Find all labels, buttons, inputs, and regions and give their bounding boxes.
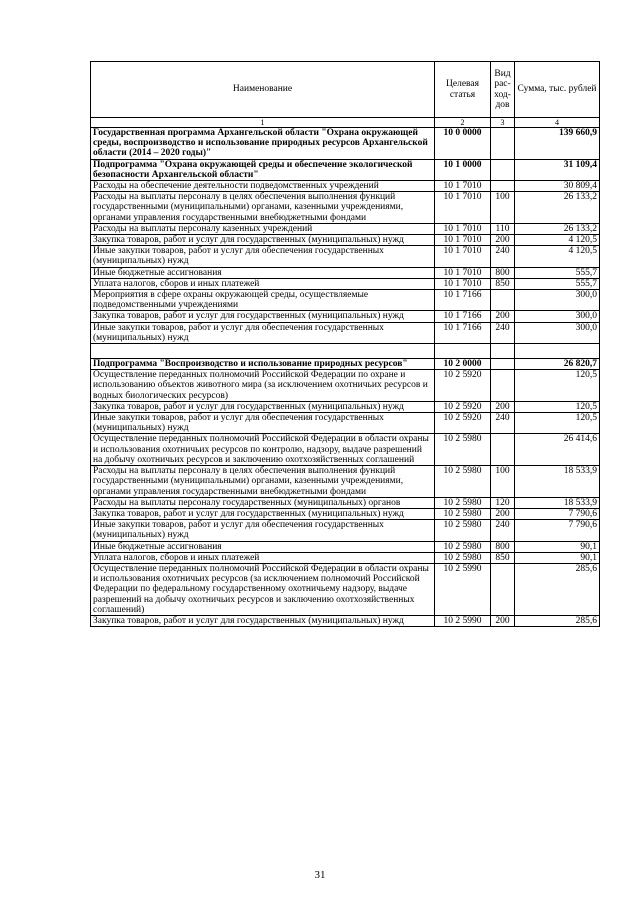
name-cell: Осуществление переданных полномочий Российской Федерации в области охраны и использования охотничьих ресурсов по контролю, надзору, выдаче разрешений на добычу охотничьих ресурсов и заключению охотхозяйственных соглашений: [91, 434, 435, 466]
name-cell: Закупка товаров, работ и услуг для государственных (муниципальных) нужд: [91, 235, 435, 246]
target-article-cell: 10 2 5980: [435, 541, 491, 552]
target-article-cell: 10 1 7010: [435, 181, 491, 192]
sum-cell: 300,0: [515, 311, 600, 322]
table-spacer-row: [91, 344, 600, 359]
target-article-cell: 10 2 5920: [435, 401, 491, 412]
empty-cell: [515, 344, 600, 359]
sum-cell: 120,5: [515, 370, 600, 402]
table-row: [91, 615, 600, 626]
expense-type-cell: 200: [491, 401, 515, 412]
target-article-cell: 10 1 7010: [435, 267, 491, 278]
expense-type-cell: 800: [491, 267, 515, 278]
name-cell: Закупка товаров, работ и услуг для государственных (муниципальных) нужд: [91, 508, 435, 519]
target-article-cell: 10 1 7010: [435, 192, 491, 224]
name-cell: Подпрограмма "Охрана окружающей среды и обеспечение экологической безопасности Архангельской области": [91, 159, 435, 180]
expense-type-cell: [491, 128, 515, 160]
target-article-cell: 10 2 5920: [435, 370, 491, 402]
sum-cell: 120,5: [515, 413, 600, 434]
expense-type-cell: 240: [491, 413, 515, 434]
empty-cell: [491, 344, 515, 359]
target-article-cell: 10 1 0000: [435, 159, 491, 180]
name-cell: Расходы на выплаты персоналу в целях обеспечения выполнения функций государственными (муниципальными) органами, казенными учреждениями, органами управления государственными внебюджетными фондами: [91, 466, 435, 498]
sum-cell: 7 790,6: [515, 508, 600, 519]
table-row: [91, 401, 600, 412]
expense-type-cell: [491, 181, 515, 192]
sum-cell: 120,5: [515, 401, 600, 412]
table-row: [91, 290, 600, 311]
target-article-cell: 10 2 5990: [435, 563, 491, 615]
target-article-cell: 10 2 5980: [435, 466, 491, 498]
name-cell: Государственная программа Архангельской области "Охрана окружающей среды, воспроизводство и использование природных ресурсов Архангельской области (2014 – 2020 годы)": [91, 128, 435, 160]
sum-cell: 26 820,7: [515, 359, 600, 370]
table-row: [91, 434, 600, 466]
name-cell: Иные бюджетные ассигнования: [91, 267, 435, 278]
target-article-cell: 10 1 7010: [435, 246, 491, 267]
empty-cell: [435, 344, 491, 359]
target-article-cell: 10 2 5920: [435, 413, 491, 434]
name-cell: Закупка товаров, работ и услуг для государственных (муниципальных) нужд: [91, 401, 435, 412]
name-cell: Уплата налогов, сборов и иных платежей: [91, 552, 435, 563]
table-row: [91, 552, 600, 563]
sum-cell: 300,0: [515, 322, 600, 343]
sum-cell: 90,1: [515, 552, 600, 563]
sum-cell: 26 414,6: [515, 434, 600, 466]
table-row: [91, 181, 600, 192]
sum-cell: 26 133,2: [515, 223, 600, 234]
target-article-cell: 10 1 7166: [435, 322, 491, 343]
expense-type-cell: 110: [491, 223, 515, 234]
table-row: [91, 563, 600, 615]
name-cell: Расходы на выплаты персоналу государственных (муниципальных) органов: [91, 497, 435, 508]
target-article-cell: 10 1 7010: [435, 223, 491, 234]
sum-cell: 26 133,2: [515, 192, 600, 224]
name-cell: Мероприятия в сфере охраны окружающей среды, осуществляемые подведомственными учреждениями: [91, 290, 435, 311]
table-row: [91, 520, 600, 541]
name-cell: Подпрограмма "Воспроизводство и использование природных ресурсов": [91, 359, 435, 370]
name-cell: Осуществление переданных полномочий Российской Федерации по охране и использованию объектов животного мира (за исключением охотничьих ресурсов и водных биологических ресурсов): [91, 370, 435, 402]
expense-type-cell: 800: [491, 541, 515, 552]
expense-type-cell: [491, 563, 515, 615]
name-cell: Уплата налогов, сборов и иных платежей: [91, 278, 435, 289]
table-row: [91, 322, 600, 343]
page-number: 31: [314, 869, 326, 881]
sum-cell: 90,1: [515, 541, 600, 552]
table-row: [91, 128, 600, 160]
target-article-cell: 10 2 5980: [435, 508, 491, 519]
table-row: [91, 223, 600, 234]
name-cell: Иные закупки товаров, работ и услуг для обеспечения государственных (муниципальных) нужд: [91, 246, 435, 267]
table-row: [91, 541, 600, 552]
column-number: 1: [91, 118, 435, 128]
table-row: [91, 278, 600, 289]
column-number: 3: [491, 118, 515, 128]
expense-type-cell: 200: [491, 235, 515, 246]
name-cell: Иные бюджетные ассигнования: [91, 541, 435, 552]
expense-type-cell: 200: [491, 508, 515, 519]
table-body: [91, 128, 600, 627]
sum-cell: 31 109,4: [515, 159, 600, 180]
table-header-row: [91, 62, 600, 118]
expense-type-cell: 240: [491, 322, 515, 343]
sum-cell: 18 533,9: [515, 497, 600, 508]
table-row: [91, 359, 600, 370]
name-cell: Иные закупки товаров, работ и услуг для обеспечения государственных (муниципальных) нужд: [91, 322, 435, 343]
target-article-cell: 10 2 5980: [435, 552, 491, 563]
sum-cell: 7 790,6: [515, 520, 600, 541]
target-article-cell: 10 2 5980: [435, 434, 491, 466]
expense-type-cell: 120: [491, 497, 515, 508]
name-cell: Расходы на выплаты персоналу в целях обеспечения выполнения функций государственными (муниципальными) органами, казенными учреждениями, органами управления государственными внебюджетными фондами: [91, 192, 435, 224]
expense-type-cell: 850: [491, 278, 515, 289]
sum-cell: 555,7: [515, 278, 600, 289]
table-row: [91, 508, 600, 519]
target-article-cell: 10 1 7010: [435, 235, 491, 246]
name-cell: Расходы на обеспечение деятельности подведомственных учреждений: [91, 181, 435, 192]
expense-type-cell: [491, 359, 515, 370]
header-sum: Сумма, тыс. рублей: [515, 62, 600, 118]
header-target-article: Целевая статья: [435, 62, 491, 118]
sum-cell: 18 533,9: [515, 466, 600, 498]
table-row: [91, 192, 600, 224]
expense-type-cell: 200: [491, 615, 515, 626]
expense-type-cell: 100: [491, 192, 515, 224]
sum-cell: 4 120,5: [515, 235, 600, 246]
expense-type-cell: 240: [491, 520, 515, 541]
name-cell: Закупка товаров, работ и услуг для государственных (муниципальных) нужд: [91, 311, 435, 322]
target-article-cell: 10 2 5980: [435, 497, 491, 508]
expense-type-cell: [491, 434, 515, 466]
target-article-cell: 10 0 0000: [435, 128, 491, 160]
sum-cell: 285,6: [515, 615, 600, 626]
table-row: [91, 267, 600, 278]
table-row: [91, 246, 600, 267]
budget-table: [90, 61, 600, 627]
target-article-cell: 10 2 5990: [435, 615, 491, 626]
expense-type-cell: 200: [491, 311, 515, 322]
expense-type-cell: [491, 290, 515, 311]
sum-cell: 555,7: [515, 267, 600, 278]
expense-type-cell: 850: [491, 552, 515, 563]
header-expense-type: Вид рас-ход-дов: [491, 62, 515, 118]
target-article-cell: 10 1 7010: [435, 278, 491, 289]
table-row: [91, 311, 600, 322]
expense-type-cell: 240: [491, 246, 515, 267]
column-number: 4: [515, 118, 600, 128]
table-row: [91, 370, 600, 402]
name-cell: Иные закупки товаров, работ и услуг для обеспечения государственных (муниципальных) нужд: [91, 413, 435, 434]
sum-cell: 30 809,4: [515, 181, 600, 192]
expense-type-cell: [491, 370, 515, 402]
target-article-cell: 10 1 7166: [435, 311, 491, 322]
expense-type-cell: 100: [491, 466, 515, 498]
name-cell: Осуществление переданных полномочий Российской Федерации в области охраны и использования охотничьих ресурсов (за исключением полномочий Российской Федерации по федеральному государственному охотничьему надзору, выдаче разрешений на добычу охотничьих ресурсов и заключению охотхозяйственных соглашений): [91, 563, 435, 615]
table-row: [91, 497, 600, 508]
header-name: Наименование: [91, 62, 435, 118]
target-article-cell: 10 2 0000: [435, 359, 491, 370]
sum-cell: 4 120,5: [515, 246, 600, 267]
empty-cell: [91, 344, 435, 359]
table-row: [91, 159, 600, 180]
sum-cell: 285,6: [515, 563, 600, 615]
column-number: 2: [435, 118, 491, 128]
table-row: [91, 413, 600, 434]
table-row: [91, 235, 600, 246]
column-number-row: [91, 118, 600, 128]
name-cell: Иные закупки товаров, работ и услуг для обеспечения государственных (муниципальных) нужд: [91, 520, 435, 541]
sum-cell: 300,0: [515, 290, 600, 311]
table-row: [91, 466, 600, 498]
name-cell: Закупка товаров, работ и услуг для государственных (муниципальных) нужд: [91, 615, 435, 626]
name-cell: Расходы на выплаты персоналу казенных учреждений: [91, 223, 435, 234]
target-article-cell: 10 1 7166: [435, 290, 491, 311]
target-article-cell: 10 2 5980: [435, 520, 491, 541]
expense-type-cell: [491, 159, 515, 180]
sum-cell: 139 660,9: [515, 128, 600, 160]
